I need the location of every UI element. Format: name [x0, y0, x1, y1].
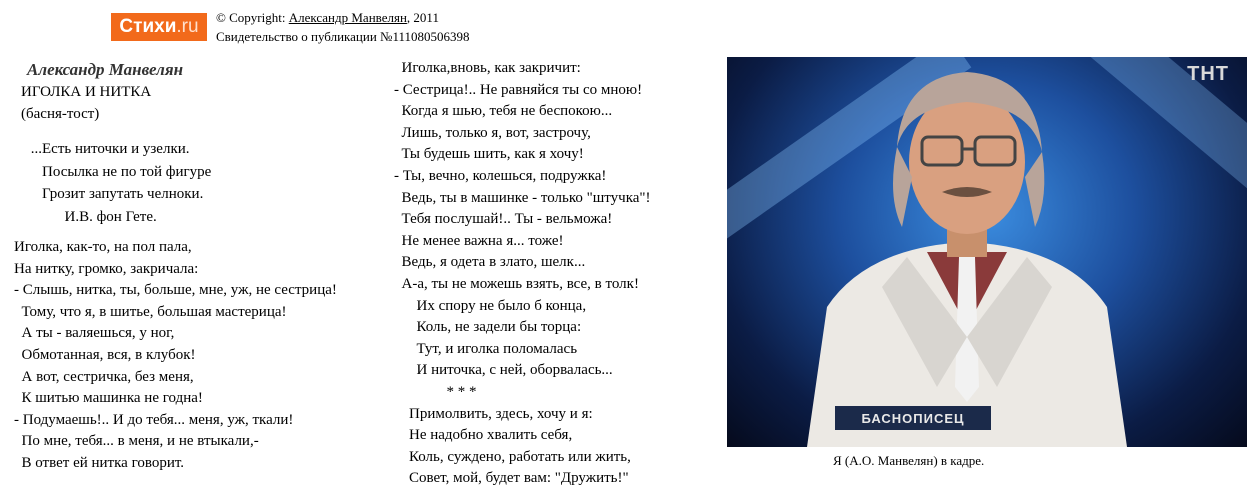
- poem-author: Александр Манвелян: [27, 60, 184, 79]
- poem-subtitle: (басня-тост): [21, 106, 100, 122]
- author-link[interactable]: Александр Манвелян: [288, 10, 407, 25]
- poem-epigraph: ...Есть ниточки и узелки. Посылка не по той фигуре Грозит запутать челноки. И.В. фон Гете.: [30, 141, 212, 225]
- channel-logo: ТНТ: [1187, 63, 1229, 85]
- poem-column-2: Иголка,вновь, как закричит: - Сестрица!.. Не равняйся ты со мною! Когда я шью, тебя не беспокою... Лишь, только я, вот, застрочу, Ты будешь шить, как я хочу! - Ты, вечно, колешься, подружка! Ведь, ты в машинке - только "штучка"! Тебя послушай!.. Ты - вельможа! Не менее важна я... тоже! Ведь, я одета в злато, шелк... А-а, ты не можешь взять, все, в толк! Их спору не было б конца, Коль, не задели бы торца: Тут, и иголка поломалась И ниточка, с ней, оборвалась... * * * Примолвить, здесь, хочу и я: Не надобно хвалить себя, Коль, суждено, работать или жить, Совет, мой, будет вам: "Дружить!": [394, 60, 651, 487]
- logo-main: Стихи: [119, 16, 177, 37]
- logo-suffix: .ru: [176, 16, 199, 37]
- copyright-line: [216, 8, 470, 27]
- person-figure: [787, 57, 1147, 447]
- certificate-text: Свидетельство о публикации №111080506398: [216, 29, 470, 44]
- author-photo: [727, 57, 1247, 447]
- title-bar: БАСНОПИСЕЦ: [835, 406, 991, 430]
- copyright-block: [216, 8, 470, 46]
- copyright-prefix: © Copyright:: [216, 10, 289, 25]
- photo-caption: Я (А.О. Манвелян) в кадре.: [833, 453, 985, 468]
- copyright-year: , 2011: [406, 10, 439, 25]
- poem-title: ИГОЛКА И НИТКА: [21, 84, 152, 100]
- site-logo[interactable]: [111, 13, 207, 41]
- poem-column-1: Иголка, как-то, на пол пала, На нитку, громко, закричала: - Слышь, нитка, ты, больше, мне, уж, не сестрица! Тому, что я, в шитье, большая мастерица! А ты - валяешься, у ног, Обмотанная, вся, в клубок! А вот, сестричка, без меня, К шитью машинка не годна! - Подумаешь!.. И до тебя... меня, уж, ткали! По мне, тебя... в меня, и не втыкали,- В ответ ей нитка говорит.: [14, 239, 337, 471]
